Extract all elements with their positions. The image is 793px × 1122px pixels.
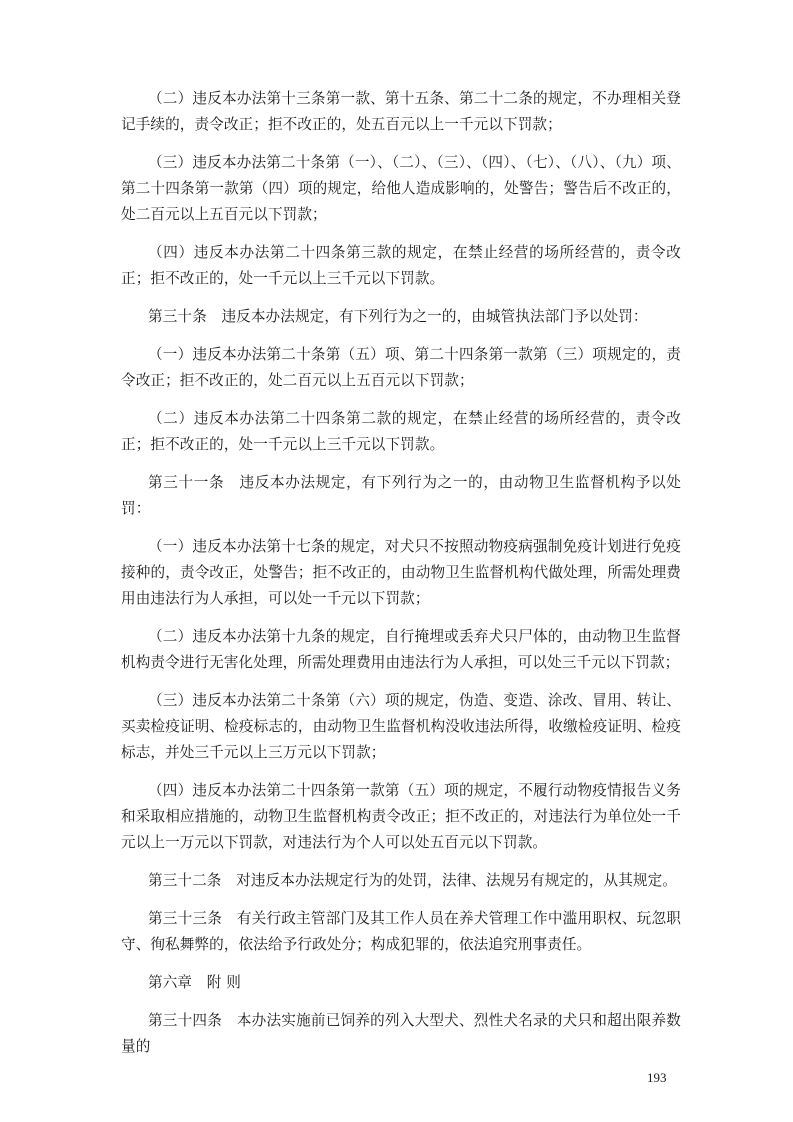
paragraph-item-3-penalty: （三）违反本办法第二十条第（一）、（二）、（三）、（四）、（七）、（八）、（九）项、第二十四条第一款第（四）项的规定，给他人造成影响的，处警告；警告后不改正的，处二百元以上五百元以下罚款；: [121, 154, 681, 223]
article-30-item-2: （二）违反本办法第二十四条第二款的规定，在禁止经营的场所经营的，责令改正；拒不改正的，处一千元以上三千元以下罚款。: [121, 410, 681, 453]
article-32: 第三十二条 对违反本办法规定行为的处罚，法律、法规另有规定的，从其规定。: [148, 872, 677, 889]
chapter-6-heading: 第六章 附 则: [148, 974, 241, 991]
article-31-item-3: （三）违反本办法第二十条第（六）项的规定，伪造、变造、涂改、冒用、转让、买卖检疫证明、检疫标志的，由动物卫生监督机构没收违法所得，收缴检疫证明、检疫标志，并处三千元以上三万元以下罚款；: [121, 692, 681, 761]
paragraph-item-4-penalty: （四）违反本办法第二十四条第三款的规定，在禁止经营的场所经营的，责令改正；拒不改正的，处一千元以上三千元以下罚款。: [121, 244, 681, 287]
article-31-item-4: （四）违反本办法第二十四条第一款第（五）项的规定，不履行动物疫情报告义务和采取相应措施的，动物卫生监督机构责令改正；拒不改正的，对违法行为单位处一千元以上一万元以下罚款，对违法行为个人可以处五百元以下罚款。: [121, 782, 681, 851]
paragraph-item-2-penalty: （二）违反本办法第十三条第一款、第十五条、第二十二条的规定，不办理相关登记手续的，责令改正；拒不改正的，处五百元以上一千元以下罚款；: [121, 90, 681, 133]
article-33: 第三十三条 有关行政主管部门及其工作人员在养犬管理工作中滥用职权、玩忽职守、徇私舞弊的，依法给予行政处分；构成犯罪的，依法追究刑事责任。: [121, 910, 681, 953]
article-30-item-1: （一）违反本办法第二十条第（五）项、第二十四条第一款第（三）项规定的，责令改正；拒不改正的，处二百元以上五百元以下罚款；: [121, 346, 681, 389]
document-body: [121, 86, 681, 1072]
article-34: 第三十四条 本办法实施前已饲养的列入大型犬、烈性犬名录的犬只和超出限养数量的: [121, 1012, 681, 1055]
article-31-item-1: （一）违反本办法第十七条的规定，对犬只不按照动物疫病强制免疫计划进行免疫接种的，责令改正，处警告；拒不改正的，由动物卫生监督机构代做处理，所需处理费用由违法行为人承担，可以处一千元以下罚款；: [121, 538, 681, 607]
article-30: 第三十条 违反本办法规定，有下列行为之一的，由城管执法部门予以处罚：: [148, 308, 648, 325]
page-number: 193: [647, 1070, 667, 1085]
article-31-item-2: （二）违反本办法第十九条的规定，自行掩埋或丢弃犬只尸体的，由动物卫生监督机构责令进行无害化处理，所需处理费用由违法行为人承担，可以处三千元以下罚款；: [121, 628, 681, 671]
article-31: 第三十一条 违反本办法规定，有下列行为之一的，由动物卫生监督机构予以处罚：: [121, 474, 681, 517]
